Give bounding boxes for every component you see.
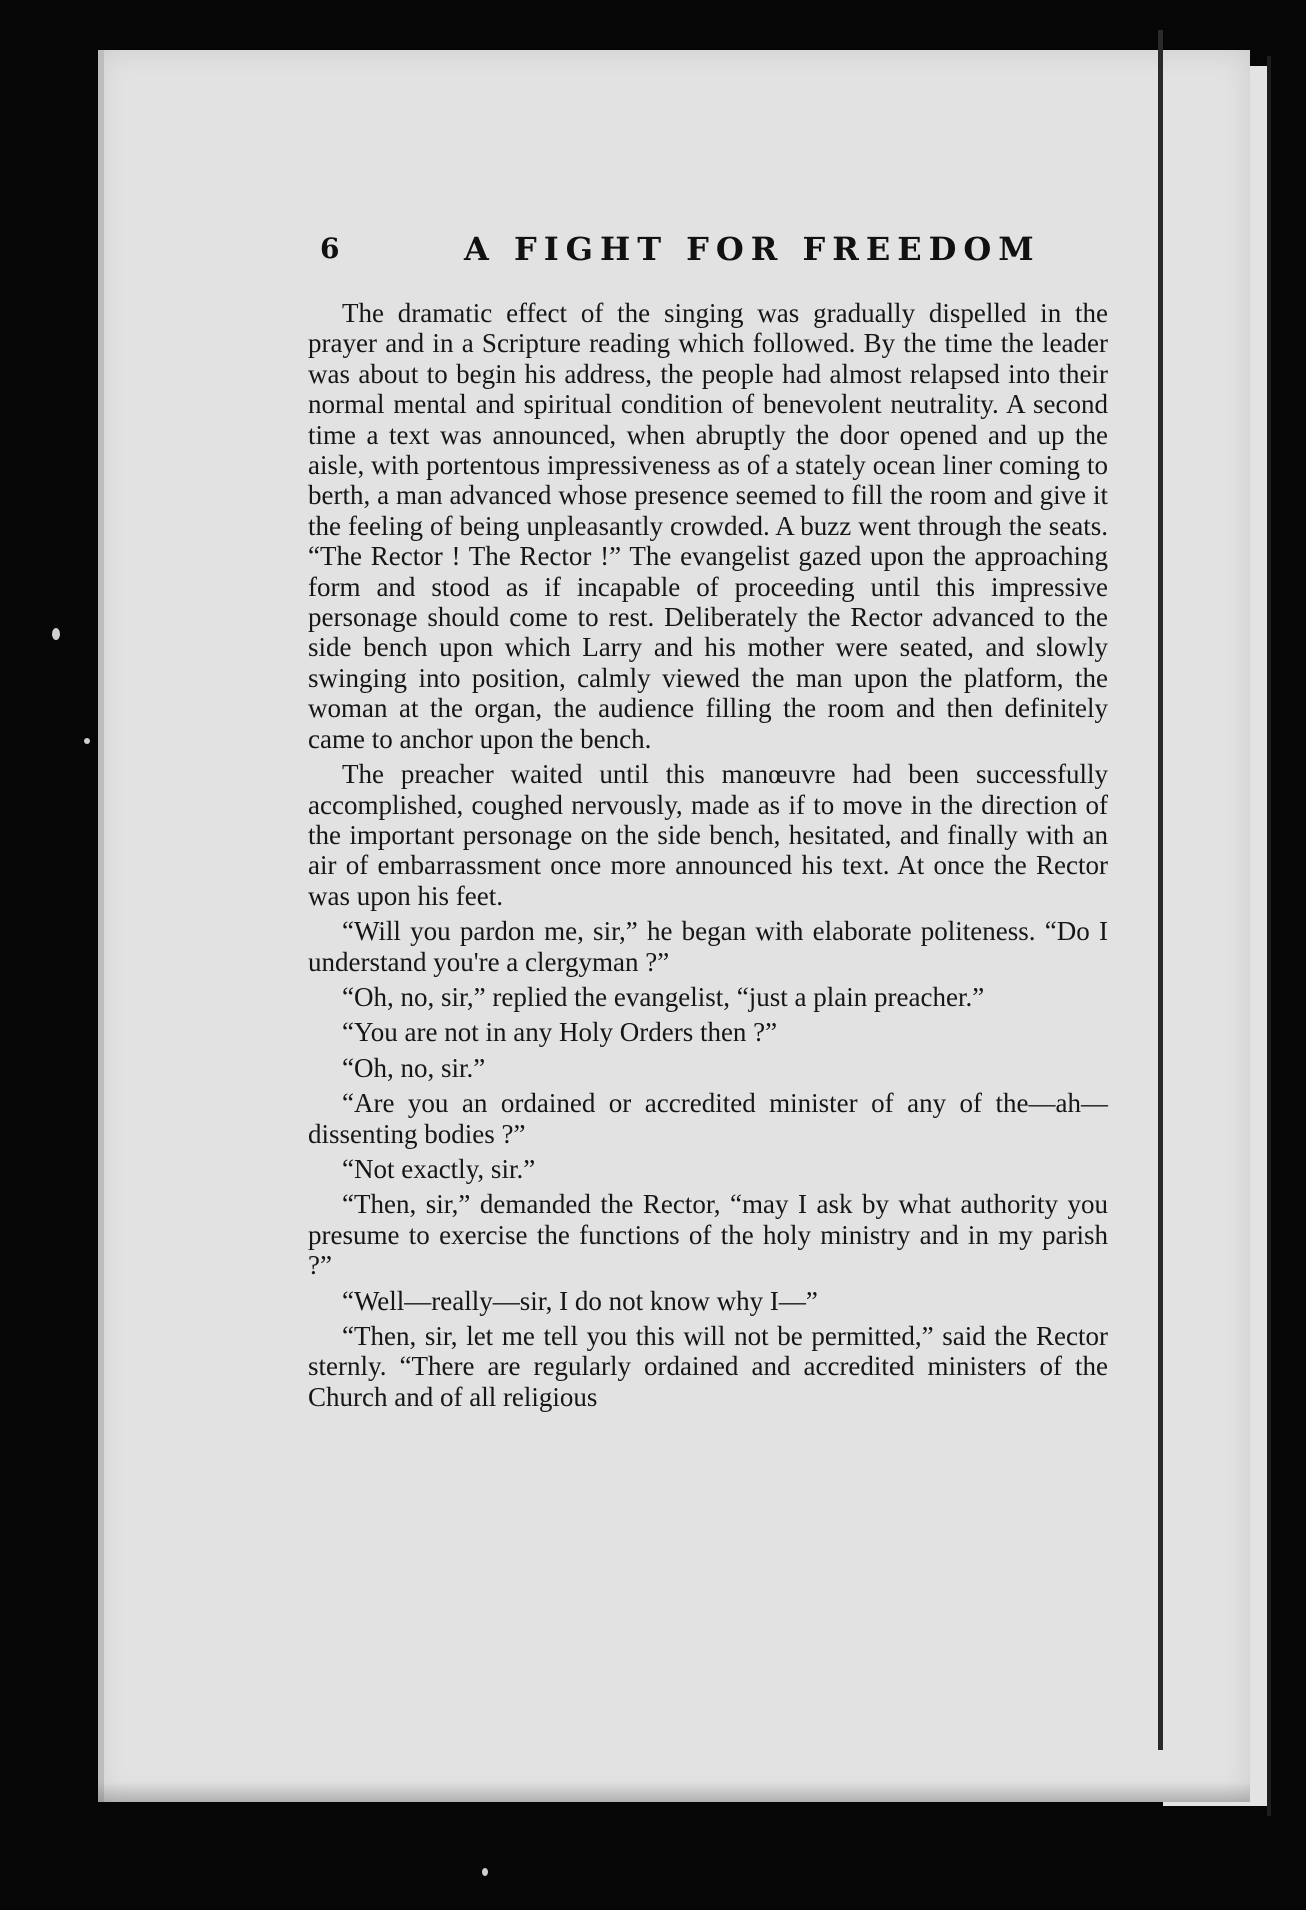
page-left-edge (98, 50, 104, 1802)
paragraph: “You are not in any Holy Orders then ?” (342, 1017, 778, 1048)
paragraph: “Then, sir, let me tell you this will not be permitted,” said the Rector sternly. “There are regularly ordained and accredited ministers of the Church and of all religious (308, 1321, 1108, 1412)
book-gutter (1158, 30, 1163, 1750)
page-bottom-shadow (98, 1782, 1250, 1802)
paragraph: “Oh, no, sir,” replied the evangelist, “just a plain preacher.” (342, 981, 985, 1012)
paragraph: “Are you an ordained or accredited minister of any of the—ah—dissenting bodies ?” (308, 1088, 1108, 1149)
page-header (320, 228, 1041, 276)
paragraph: “Not exactly, sir.” (342, 1153, 536, 1184)
paragraph: The preacher waited until this manœuvre had been successfully accomplished, coughed nervously, made as if to move in the direction of the important personage on the side bench, hesitated, and finally with an air of embarrassment once more announced his text. At once the Rector was upon his feet. (308, 759, 1108, 911)
dust-speck (52, 628, 60, 640)
dust-speck (482, 1868, 488, 1876)
paragraph: “Oh, no, sir.” (342, 1052, 486, 1083)
paragraph: “Well—really—sir, I do not know why I—” (342, 1285, 818, 1316)
dust-speck (84, 738, 90, 744)
facing-page-border (1267, 56, 1271, 1816)
paragraph: The dramatic effect of the singing was gradually dispelled in the prayer and in a Scripture reading which followed. By the time the leader was about to begin his address, the people had almost relapsed into their normal mental and spiritual condition of benevolent neutrality. A second time a text was announced, when abruptly the door opened and up the aisle, with portentous impressiveness as of a stately ocean liner coming to berth, a man advanced whose presence seemed to fill the room and give it the feeling of being unpleasantly crowded. A buzz went through the seats. “The Rector ! The Rector !” The evangelist gazed upon the approaching form and stood as if incapable of proceeding until this impressive personage should come to rest. Deliberately the Rector advanced to the side bench upon which Larry and his mother were seated, and slowly swinging into position, calmly viewed the man upon the platform, the woman at the organ, the audience filling the room and then definitely came to anchor upon the bench. (308, 298, 1108, 754)
body-text (308, 298, 1108, 1417)
paragraph: “Will you pardon me, sir,” he began with elaborate politeness. “Do I understand you're a clergyman ?” (308, 916, 1108, 977)
paragraph: “Then, sir,” demanded the Rector, “may I ask by what authority you presume to exercise the functions of the holy ministry and in my parish ?” (308, 1189, 1108, 1281)
page-number: 6 (320, 232, 340, 265)
running-title: A FIGHT FOR FREEDOM (464, 230, 1041, 268)
